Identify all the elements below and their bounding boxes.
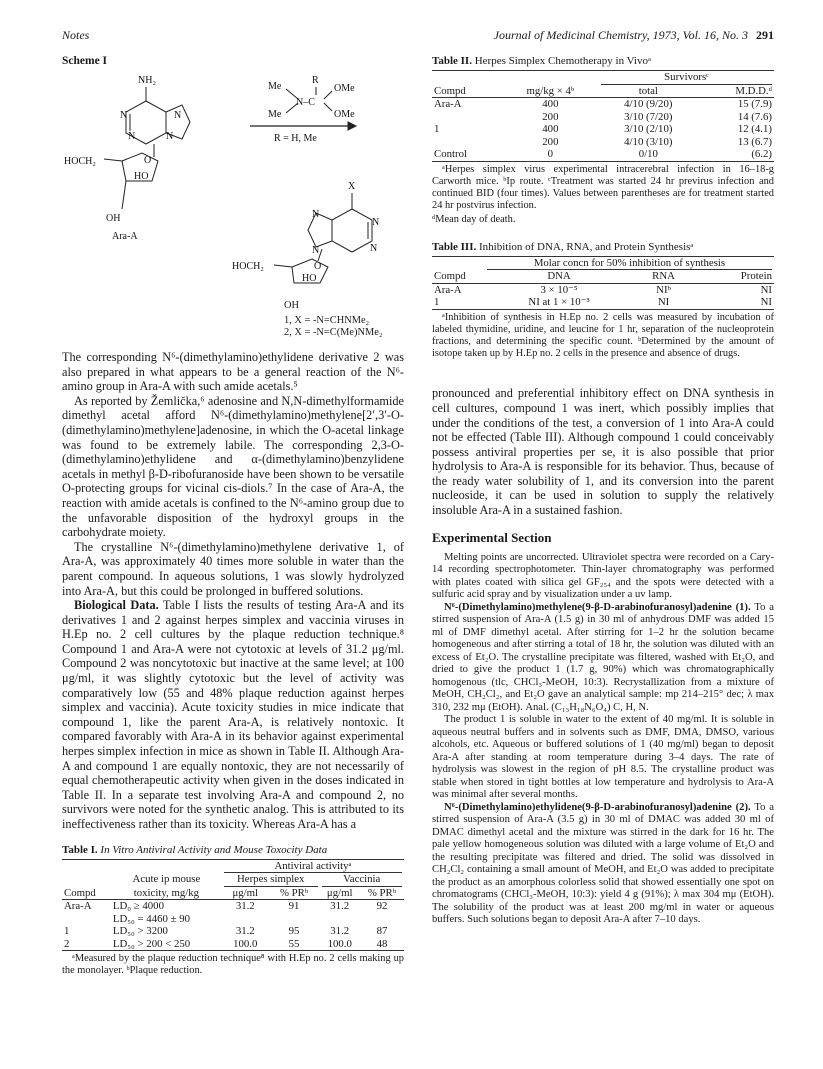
t1-col-compd: Compd: [62, 887, 111, 900]
table-row: 200 3/10 (7/20) 14 (7.6): [542, 110, 772, 123]
svg-text:N: N: [312, 245, 320, 256]
product-ho-label: HO: [302, 273, 317, 284]
t1-col-pr: % PRᵇ: [269, 887, 320, 900]
compound-2-procedure: [432, 802, 774, 927]
compound-1-procedure: [432, 602, 774, 715]
compound-1-solubility: The product 1 is soluble in water to the extent of 40 mg/ml. It is soluble in aqueous neutral buffers and in solvents such as DMF, DMA, DMSO, various alcohols, etc. Aqueous or buffered solutions of 1 (40 mg/ml) began to deposit Ara-A after standing at room temperature during 3–4 days. The rate of hydrolysis was slowest in the region of pH 8.5. The crystalline product was stable when stored in tight bottles at low temperature and hydrolysis to Ara-A was minimal after several months.: [432, 714, 774, 801]
svg-text:N: N: [312, 209, 320, 220]
table-1-label: Table I.: [62, 843, 98, 856]
journal-name: Journal of Medicinal Chemistry, 1973, Vol. 16, No. 3: [493, 28, 748, 42]
intro-paragraph-2: As reported by Žemlička,⁶ adenosine and N,N-dimethylformamide dimethyl acetal afford N⁶-(dimethylamino)methylene[2′,3′-O-(dimethylamino)methylene]adenosine, in which the O-acetal linkage was found to be extremely labile. The corresponding 2,3-O-(dimethylamino)ethylidene and α-(dimethylamino)benzylidene acetals in methyl β-D-ribofuranoside have been shown to be versatile O-protecting groups for vicinal cis-diols.⁷ In the case of Ara-A, the reaction with amide acetals is confined to the N⁶-amino group due to the unfavorable disposition of the hydroxyl groups in the carbohydrate moiety.: [62, 393, 404, 540]
table-row: 1 400 3/10 (2/10) 12 (4.1): [434, 123, 772, 135]
reagent-ome-bottom: OMe: [334, 109, 355, 120]
t1-col-ugml2: μg/ml: [320, 887, 360, 900]
table-2-label: Table II.: [432, 55, 472, 67]
svg-text:N: N: [128, 131, 136, 142]
product-2-label: 2, X = -N=C(Me)NMe₂: [284, 327, 383, 338]
table-1-grid: [62, 859, 404, 952]
table-3-caption: [432, 241, 774, 253]
table-row: 2 LD₅₀ > 200 < 250 100.0 55 100.0 48: [62, 938, 404, 951]
table-3: [432, 241, 774, 361]
scheme-title: Scheme I: [62, 55, 108, 67]
t2-col-mdd: M.D.D.ᵈ: [697, 85, 774, 98]
t1-col-hs: Herpes simplex: [224, 873, 318, 887]
reagent-n-c: N–C: [296, 97, 315, 108]
page-number: 291: [756, 28, 774, 42]
table-3-footnote: ᵃInhibition of synthesis in H.Ep no. 2 cells was measured by incubation of labeled thymidine, uridine, and leucine for 1 hr, separation of the nucleoprotein fractions, and determining the specific count. ᵇDetermined by the amount of isotope taken up by H.Ep no. 2 cells in the presence and absence of drugs.: [432, 311, 774, 360]
table-3-label: Table III.: [432, 240, 477, 253]
table-1-footnote: ᵃMeasured by the plaque reduction technique⁸ with H.Ep no. 2 cells making up the monolayer. ᵇPlaque reduction.: [62, 953, 404, 977]
table-2-title: Herpes Simplex Chemotherapy in Vivoᵃ: [474, 55, 651, 67]
svg-text:N: N: [120, 110, 128, 121]
compound-2-title: N⁶-(Dimethylamino)ethylidene(9-β-D-arabinofuranosyl)adenine (2).: [444, 801, 751, 813]
right-column: [432, 55, 774, 927]
biological-data-paragraph: [62, 598, 404, 832]
continued-paragraph: pronounced and preferential inhibitory effect on DNA synthesis in cell cultures, compound 1 was inert, which possibly implies that under the conditions of the test, a conversion of 1 into Ara-A could not be effected (Table III). Although compound 1 could conceivably possess antiviral properties per se, it is also possible that prior hydrolysis to Ara-A is responsible for its behavior. Thus, because of the ready water solubility of 1, and its conversion into the parent nucleoside, it can be used in solution to supply the relatively insoluble Ara-A in a sustained fashion.: [432, 386, 774, 518]
reagent-r: R: [312, 75, 319, 86]
experimental-heading: Experimental Section: [432, 529, 552, 545]
bio-text: Table I lists the results of testing Ara-A and its derivatives 1 and 2 against herpes simplex and vaccinia viruses in H.Ep no. 2 cell cultures by the plaque reduction technique.⁸ Compound 1 and Ara-A were not cytotoxic at levels of 31.2 μg/ml. Compound 2 was noncytotoxic but inactive at the same level; at 100 μg/ml, it was slightly cytotoxic but the level of activity was comparatively low (55 and 48% plaque reduction against herpes simplex and vaccinia). Acute toxicity studies in mice indicate that compound 1, like the parent Ara-A, is relatively nontoxic. It compared favorably with Ara-A in its behavior against experimental herpes simplex infection in mice as shown in Table II. Although Ara-A and compound 1 are equally nontoxic, they are not necessarily of equal chemotherapeutic activity when given in the doses indicated in Table II. In a separate test involving Ara-A and compound 2, no survivors were noted for the synthetic analog. This is attributed to its ineffectiveness rather than its toxicity. Whereas Ara-A has a: [62, 598, 404, 831]
journal-citation: [494, 28, 774, 43]
table-2-footnote: ᵃHerpes simplex virus experimental intracerebral infection in 16–18-g Carworth mice. ᵇIp route. ᶜTreatment was started 24 hr previrus infection and continued BID (four times). Values between parentheses are for treatment started 24 hr postvirus infection.: [432, 163, 774, 212]
table-1: [62, 844, 404, 978]
t3-col-rna: RNA: [633, 270, 694, 283]
table-row: Control 0 0/10 (6.2): [434, 148, 772, 160]
start-ho-label: HO: [134, 171, 149, 182]
table-3-title: Inhibition of DNA, RNA, and Protein Synthesisᵃ: [478, 240, 694, 253]
t1-col-vac: Vaccinia: [322, 873, 402, 887]
table-row: Ara-A 400 4/10 (9/20) 15 (7.9): [434, 98, 772, 110]
svg-text:N: N: [372, 217, 380, 228]
compound-1-text: To a stirred suspension of Ara-A (1.5 g) in 30 ml of anhydrous DMF was added 15 ml of DMF dimethyl acetal. After stirring for 1–2 hr the solution became homogeneous and after stirring a total of 18 hr, the solution was diluted with an excess of Et₂O. The crystalline precipitate was filtered, washed with Et₂O, and dried to give the product 1 (1.7 g, 90%) which was chromatographically homogenous (tlc, CHCl₃-MeOH, 10:3). Recrystallization from a mixture of MeOH, CH₂Cl₂, and Et₂O gave an analytical sample: mp 214–215° dec; λ max 310, 232 mμ (EtOH). Anal. (C₁₃H₁₈N₆O₄) C, H, N.: [432, 601, 774, 713]
t1-group-header: Antiviral activityᵃ: [224, 860, 402, 874]
table-2: [432, 55, 774, 227]
t3-col-compd: Compd: [432, 270, 485, 283]
left-column: [62, 55, 404, 978]
t3-group-header: Molar concn for 50% inhibition of synthesis: [487, 257, 772, 271]
t3-col-protein: Protein: [694, 270, 774, 283]
start-o-label: O: [144, 155, 152, 166]
bio-heading: Biological Data.: [74, 598, 159, 613]
t1-col-acute: Acute ip mouse: [132, 873, 201, 886]
running-header: [62, 28, 774, 44]
reagent-me-top: Me: [268, 81, 282, 92]
table-2-caption: [432, 55, 774, 67]
intro-paragraph-3: The crystalline N⁶-(dimethylamino)methylene derivative 1, of Ara-A, was approximately 40 times more soluble in water than the parent compound. In aqueous solutions, 1 was slowly hydrolyzed into Ara-A, but this could be prolonged in buffered solutions.: [62, 539, 404, 598]
reaction-condition: R = H, Me: [274, 133, 317, 144]
t1-col-pr2: % PRᵇ: [360, 887, 404, 900]
scheme-diagram: [62, 69, 404, 295]
product-six-ring: [332, 209, 372, 252]
product-labels: [62, 300, 404, 350]
table-2-footnote-d: ᵈMean day of death.: [432, 214, 516, 226]
t1-col-ugml: μg/ml: [222, 887, 269, 900]
table-1-title: In Vitro Antiviral Activity and Mouse Toxocity Data: [100, 843, 328, 856]
svg-text:N: N: [166, 131, 174, 142]
start-nh2-label: NH₂: [138, 75, 156, 86]
t2-col-dose: mg/kg × 4ᵇ: [502, 85, 600, 98]
t2-col-total: total: [599, 85, 697, 98]
reagent-ome-top: OMe: [334, 83, 355, 94]
t2-col-compd: Compd: [432, 85, 502, 98]
t3-col-dna: DNA: [485, 270, 633, 283]
product-1-label: 1, X = -N=CHNMe₂: [284, 315, 370, 326]
table-2-grid: [432, 70, 774, 162]
intro-paragraph-1: The corresponding N⁶-(dimethylamino)ethylidene derivative 2 was also prepared in what appears to be a general reaction of the N⁶-amino group in Ara-A with such amide acetals.⁵: [62, 350, 404, 394]
reagent-me-bottom: Me: [268, 109, 282, 120]
compound-1-title: N⁶-(Dimethylamino)methylene(9-β-D-arabinofuranosyl)adenine (1).: [444, 601, 751, 613]
svg-text:N: N: [370, 243, 378, 254]
t1-col-acute2: toxicity, mg/kg: [111, 887, 222, 900]
start-oh-label: OH: [106, 213, 121, 224]
product-o-label: O: [314, 261, 322, 272]
table-3-grid: [432, 256, 774, 310]
table-row: 1 NI at 1 × 10⁻³ NI NI: [434, 296, 772, 309]
table-row: Ara-A 3 × 10⁻⁵ NIᵇ NI: [434, 283, 772, 296]
start-compound-name: Ara-A: [112, 231, 138, 242]
table-row: 1 LD₅₀ > 3200 31.2 95 31.2 87: [64, 925, 388, 938]
experimental-intro: Melting points are uncorrected. Ultraviolet spectra were recorded on a Cary-14 recording spectrophotometer. Thin-layer chromatography was performed with plates coated with silica gel GF₂₅₄ and the spots were detected with a sulfuric acid spray and by visualization under a uv lamp.: [432, 551, 774, 601]
product-hoch2-label: HOCH₂: [232, 261, 264, 272]
compound-2-text: To a stirred suspension of Ara-A (3.5 g) in 30 ml of DMAC was added 30 ml of DMAC dimethyl acetal and the mixture was stirred in the dark for 16 hr. The pale yellow homogeneous solution was diluted with a large volume of Et₂O and the resulting precipitate was filtered and dried. The solid was dissolved in CH₂Cl₂ containing a small amount of MeOH, and Et₂O was added to precipitate the product as an amorphous colorless solid that showed essentially one spot on chromatograms (CHCl₃-MeOH, 10:3): yield 4 g (91%); λ max 304 mμ (EtOH). The solubility of the product was at least 200 mg/ml in water or aqueous buffers. Such solutions began to deposit Ara-A after 7–10 days.: [432, 801, 774, 926]
product-x-label: X: [348, 181, 356, 192]
t2-survivors-header: Survivorsᶜ: [601, 71, 772, 85]
table-1-caption: [62, 844, 404, 856]
start-hoch2-label: HOCH₂: [64, 156, 96, 167]
table-row: Ara-A LD₀ ≥ 4000 31.2 91 31.2 92: [64, 900, 388, 913]
table-row: LD₅₀ = 4460 ± 90: [112, 912, 191, 925]
table-row: 200 4/10 (3/10) 13 (6.7): [542, 135, 772, 148]
svg-text:N: N: [174, 110, 182, 121]
product-oh-label: OH: [284, 300, 300, 311]
section-label: Notes: [62, 28, 90, 42]
